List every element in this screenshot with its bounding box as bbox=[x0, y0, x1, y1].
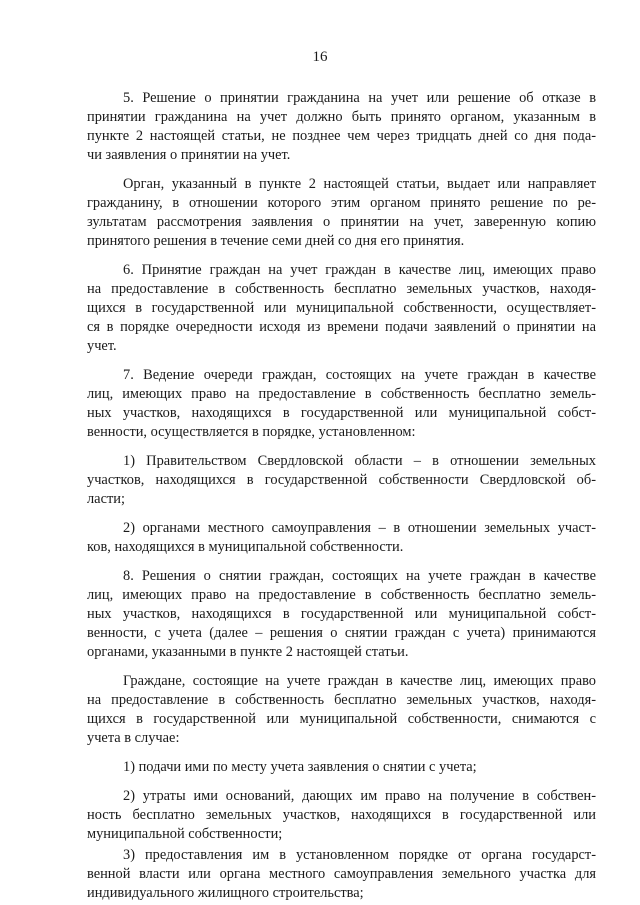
text-line: щихся в государственной или муниципальной собственности, снимаются с bbox=[87, 711, 596, 727]
text-line: щихся в государственной или муниципальной собственности, осуществляет- bbox=[87, 300, 596, 316]
text-line: на предоставление в собственность бесплатно земельных участков, находя- bbox=[87, 692, 596, 708]
text-line: венной власти или органа местного самоуправления земельного участка для bbox=[87, 866, 596, 882]
text-line: Граждане, состоящие на учете граждан в качестве лиц, имеющих право bbox=[123, 673, 596, 689]
text-line: учет. bbox=[87, 338, 117, 354]
text-line: 2) утраты ими оснований, дающих им право на получение в собствен- bbox=[123, 788, 596, 804]
text-line: лиц, имеющих право на предоставление в собственность бесплатно земель- bbox=[87, 587, 596, 603]
text-line: ков, находящихся в муниципальной собственности. bbox=[87, 539, 404, 555]
text-line: принятии гражданина на учет должно быть принято органом, указанным в bbox=[87, 109, 596, 125]
text-line: ность бесплатно земельных участков, находящихся в государственной или bbox=[87, 807, 596, 823]
text-line: принятого решения в течение семи дней со дня его принятия. bbox=[87, 233, 465, 249]
text-line: органами, указанными в пункте 2 настоящей статьи. bbox=[87, 644, 409, 660]
text-line: чи заявления о принятии на учет. bbox=[87, 147, 291, 163]
text-line: венности, осуществляется в порядке, установленном: bbox=[87, 424, 416, 440]
text-line: на предоставление в собственность бесплатно земельных участков, находя- bbox=[87, 281, 596, 297]
text-line: участков, находящихся в государственной собственности Свердловской об- bbox=[87, 472, 596, 488]
text-line: ных участков, находящихся в государственной или муниципальной собст- bbox=[87, 405, 596, 421]
text-line: 8. Решения о снятии граждан, состоящих на учете граждан в качестве bbox=[123, 568, 596, 584]
text-line: 1) подачи ими по месту учета заявления о снятии с учета; bbox=[123, 759, 477, 775]
text-line: ных участков, находящихся в государственной или муниципальной собст- bbox=[87, 606, 596, 622]
text-line: гражданину, в отношении которого этим органом принято решение по ре- bbox=[87, 195, 596, 211]
text-line: 3) предоставления им в установленном порядке от органа государст- bbox=[123, 847, 596, 863]
text-line: учета в случае: bbox=[87, 730, 180, 746]
text-line: Орган, указанный в пункте 2 настоящей статьи, выдает или направляет bbox=[123, 176, 596, 192]
text-line: зультатам рассмотрения заявления о принятии на учет, заверенную копию bbox=[87, 214, 596, 230]
text-line: ся в порядке очередности исходя из времени подачи заявлений о принятии на bbox=[87, 319, 596, 335]
text-line: 1) Правительством Свердловской области – в отношении земельных bbox=[123, 453, 596, 469]
text-line: муниципальной собственности; bbox=[87, 826, 283, 842]
text-line: венности, с учета (далее – решения о снятии граждан с учета) принимаются bbox=[87, 625, 596, 641]
text-line: пункте 2 настоящей статьи, не позднее чем через тридцать дней со дня пода- bbox=[87, 128, 596, 144]
text-line: ласти; bbox=[87, 491, 125, 507]
text-line: 7. Ведение очереди граждан, состоящих на учете граждан в качестве bbox=[123, 367, 596, 383]
text-line: 2) органами местного самоуправления – в отношении земельных участ- bbox=[123, 520, 596, 536]
text-line: лиц, имеющих право на предоставление в собственность бесплатно земель- bbox=[87, 386, 596, 402]
page-number: 16 bbox=[312, 49, 328, 65]
text-line: индивидуального жилищного строительства; bbox=[87, 885, 364, 901]
text-line: 6. Принятие граждан на учет граждан в качестве лиц, имеющих право bbox=[123, 262, 596, 278]
text-line: 5. Решение о принятии гражданина на учет или решение об отказе в bbox=[123, 90, 596, 106]
